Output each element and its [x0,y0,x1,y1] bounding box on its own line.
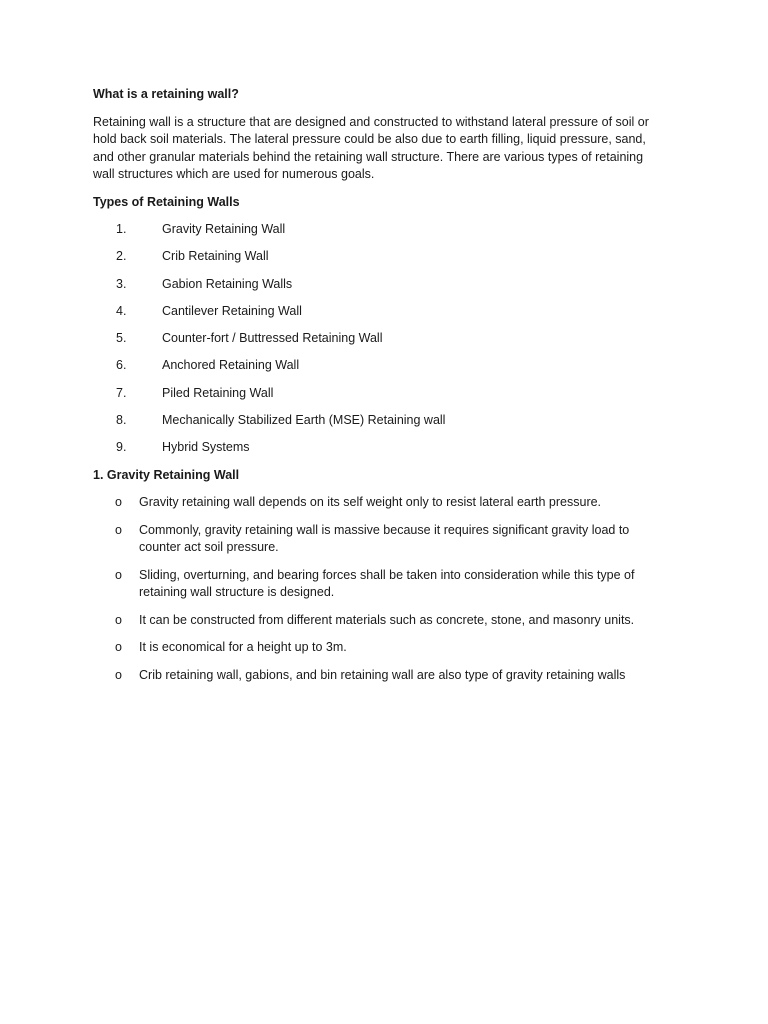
bullet-text: Sliding, overturning, and bearing forces shall be taken into consideration while this type of retaining wall structure is designed. [139,567,635,600]
types-list [93,221,665,457]
list-item [93,385,665,403]
list-number: 9. [116,440,127,455]
bullet-icon: o [115,640,122,655]
list-item-label: Mechanically Stabilized Earth (MSE) Retaining wall [162,413,446,428]
list-item [93,330,665,348]
bullet-text: It can be constructed from different materials such as concrete, stone, and masonry units. [139,612,635,627]
list-number: 7. [116,385,127,400]
list-item [93,612,665,630]
bullet-text: Commonly, gravity retaining wall is massive because it requires significant gravity load to counter act soil pressure. [139,522,630,555]
list-item-label: Cantilever Retaining Wall [162,303,302,318]
list-item [93,667,665,685]
bullet-icon: o [115,495,122,510]
list-number: 1. [116,222,127,236]
bullet-text: Crib retaining wall, gabions, and bin retaining wall are also type of gravity retaining walls [139,667,626,682]
list-number: 5. [116,331,127,346]
list-item-label: Piled Retaining Wall [162,385,274,400]
list-number: 8. [116,413,127,428]
list-number: 4. [116,303,127,318]
bullet-text: It is economical for a height up to 3m. [139,640,347,655]
list-number: 2. [116,249,127,264]
list-item-label: Crib Retaining Wall [162,249,269,264]
list-item-label: Gabion Retaining Walls [162,276,293,291]
bullet-icon: o [115,612,122,627]
document-title: What is a retaining wall? [93,87,239,101]
list-item-label: Gravity Retaining Wall [162,222,286,236]
bullet-icon: o [115,667,122,682]
bullet-text: Gravity retaining wall depends on its self weight only to resist lateral earth pressure. [139,495,602,510]
list-item [93,522,665,557]
list-item [93,248,665,266]
list-item [93,412,665,430]
section-heading: 1. Gravity Retaining Wall [93,467,240,482]
document-page [93,86,665,694]
list-number: 3. [116,276,127,291]
types-heading: Types of Retaining Walls [93,194,240,209]
intro-paragraph: Retaining wall is a structure that are designed and constructed to withstand lateral pressure of soil or hold back soil materials. The lateral pressure could be also due to earth filling, liquid pressure, sand, and other granular materials behind the retaining wall structure. There are various types of retaining wall structures which are used for numerous goals. [93,114,649,181]
list-item [93,567,665,602]
list-item [93,639,665,657]
list-item-label: Counter-fort / Buttressed Retaining Wall [162,331,383,346]
list-item [93,494,665,512]
bullet-icon: o [115,522,122,537]
list-item [93,276,665,294]
list-item [93,303,665,321]
list-item [93,357,665,375]
list-item [93,221,665,239]
list-item-label: Hybrid Systems [162,440,250,455]
gravity-wall-bullets [93,494,665,684]
list-number: 6. [116,358,127,373]
list-item-label: Anchored Retaining Wall [162,358,300,373]
bullet-icon: o [115,567,122,582]
list-item [93,439,665,457]
